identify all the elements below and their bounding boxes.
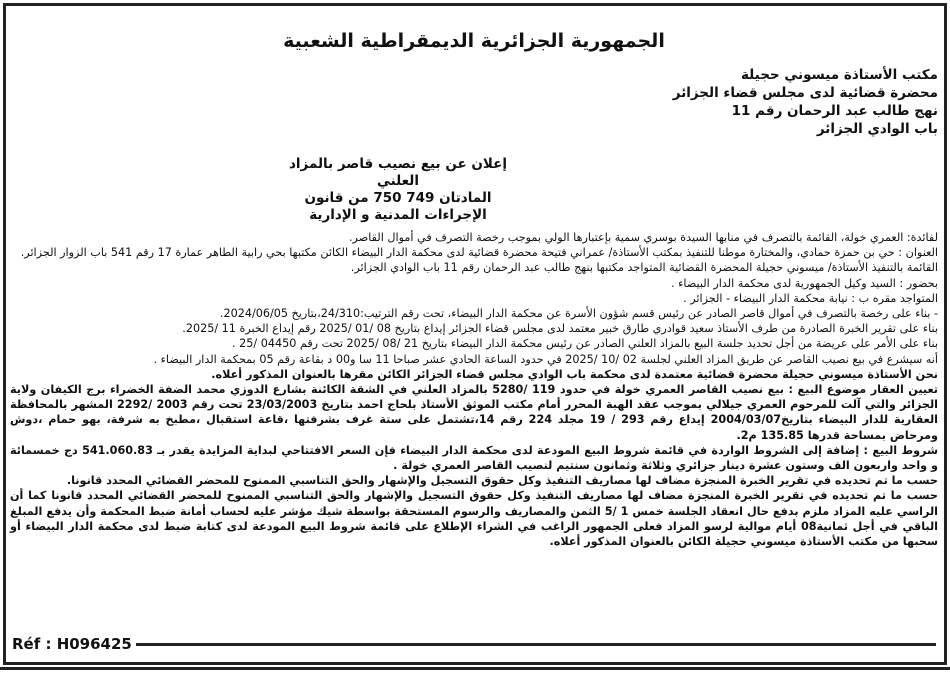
paragraph-executor: القائمة بالتنفيذ الأستاذة/ ميسوني حجيلة المحضرة القضائية المتواجد مكتبها بنهج طالب عبد الرحمان رقم 11 باب الوادي الجزائر.: [350, 261, 938, 275]
bottom-divider: [0, 667, 950, 670]
announcement-title: إعلان عن بيع نصيب قاصر بالمزاد العلني: [288, 156, 508, 189]
reference-row: [12, 634, 936, 654]
paragraph-payment: حسب ما تم تحديده في تقرير الخبرة المنجزة مضاف لها مصاريف التنفيذ وكل حقوق التسجيل والإشهار والحق التناسبي الممنوح للمحضر القضائي المحدد قانونا كما أن الراسي عليه المزاد ملزم بدفع حال انعقاد الجلسة خمس 1 /5 الثمن والمصاريف والرسوم المستحقة بواسطة شيك مؤشر عليه لحساب أمانة ضبط المحكمة وأن يدفع المبلغ الباقي في أجل ثمانية08 أيام موالية لرسو المزاد فعلى الجمهور الراغب في الشراء الإطلاع على قائمة شروط البيع المودعة لدى كتابة ضبط لدى محكمة الدار البيضاء أو سحبها من مكتب الأستاذة ميسوني حجيلة الكائن بالعنوان المذكور أعلاه.: [10, 489, 938, 549]
office-name: مكتب الأستاذة ميسوني حجيلة: [740, 67, 938, 83]
paragraph-address: العنوان : حي بن حمزة حمادي، والمختارة موطنا للتنفيذ بمكتب الأستاذة/ عمراني فتيحة محضرة قضائية لدى محكمة الدار البيضاء الكائن مكتبها بحي رابية الطاهر عمارة 17 رقم 541 باب الزوار الجزائر.: [20, 246, 938, 260]
office-role: محضرة قضائية لدى مجلس قضاء الجزائر: [672, 85, 938, 101]
announcement-heading: [288, 156, 808, 224]
republic-title: الجمهورية الجزائرية الديمقراطية الشعبية: [283, 30, 665, 52]
reference-number: Réf : H096425: [12, 635, 132, 653]
paragraph-session: أنه سيشرع في بيع نصيب القاصر عن طريق المزاد العلني لجلسة 02 /10 /2025 في حدود الساعة الحادي عشر صباحا 11 سا و00 د بقاعة رقم 05 بمحكمة الدار البيضاء .: [153, 352, 938, 366]
paragraph-bailiff: نحن الأستاذة ميسوني حجيلة محضرة قضائية معتمدة لدى محكمة باب الوادي مجلس قضاء الجزائر الكائن مقرها بالعنوان المذكور أعلاه.: [211, 367, 938, 381]
paragraph-order: بناء على الأمر على عريضة من أجل تحديد جلسة البيع بالمزاد العلني الصادر عن رئيس محكمة الدار البيضاء بتاريخ 21 /08 /2025 تحت رقم 04450 /25 .: [232, 337, 938, 351]
announcement-subtitle: المادتان 749 750 من قانون الإجراءات المدنية و الإدارية: [304, 190, 492, 223]
paragraph-fees: حسب ما تم تحديده في تقرير الخبرة المنجزة مضاف لها مصاريف التنفيذ وكل حقوق التسجيل والإشهار والحق التناسبي الممنوح للمحضر القضائي المحدد قانونا.: [66, 474, 938, 488]
office-street: نهج طالب عبد الرحمان رقم 11: [731, 103, 938, 119]
office-city: باب الوادي الجزائر: [816, 121, 938, 137]
legal-notice: [3, 3, 947, 665]
reference-rule: [136, 643, 936, 646]
paragraph-presence: بحضور : السيد وكيل الجمهورية لدى محكمة الدار البيضاء .: [671, 276, 938, 290]
paragraph-expertise: بناء على تقرير الخبرة الصادرة من طرف الأستاذ سعيد قوادري طارق خبير معتمد لدى مجلس قضاء الجزائر إيداع بتاريخ 08 /01 /2025 رقم إيداع الخبرة 11 /2025.: [182, 322, 938, 336]
notice-content: [10, 12, 938, 662]
paragraph-beneficiary: لفائدة: العمري خولة، القائمة بالتصرف في منابها السيدة بوسري سمية بإعتبارها الولي بموجب رخصة التصرف في أموال القاصر.: [348, 231, 938, 244]
paragraph-conditions: شروط البيع : إضافة إلى الشروط الواردة في قائمة شروط البيع المودعة لدى محكمة الدار البيضاء فإن السعر الافتتاحي لبداية المزايدة يقدر بـ 541.060.83 دج خمسمائة و واحد واربعون الف وستون عشرة دينار جزائري وثلاثة وثمانون سنتيم لنصيب القاصر العمري خولة .: [10, 443, 938, 473]
paragraph-authorization: - بناء على رخصة بالتصرف في أموال قاصر الصادر عن رئيس قسم شؤون الأسرة عن محكمة الدار البيضاء، تحت رقم الترتيب:24/310،بتاريخ 2024/06/05.: [219, 307, 938, 321]
notice-body: [10, 230, 938, 549]
paragraph-property: تعيين العقار موضوع البيع : بيع نصيب القاصر العمري خولة في حدود 119 /5280 بالمزاد العلني في الشقة الكائنة بشارع الدوزي محمد الضفة الخضراء برج الكيفان ولاية الجزائر والتي آلت للمرحوم العمري جيلالي بموجب عقد الهبة المحرر أمام مكتب الموثق الأستاذ بلحاج احمد بتاريخ 23/03/2003 تحت رقم 2003 /2292 المشهر بالمحافظة العقارية للدار البيضاء بتاريخ2004/03/07 إيداع رقم 293 / 19 مجلد 224 رقم 14،تشتمل على ستة غرف بشرفتها ،قاعة استقبال ،مطبخ به شرفة، بهو حمام ،دوش ومرحاض بمساحة قدرها 135.85 م2.: [10, 383, 939, 442]
office-block: [10, 66, 938, 138]
paragraph-seat: المتواجد مقره ب : نيابة محكمة الدار البيضاء - الجزائر .: [683, 291, 938, 305]
